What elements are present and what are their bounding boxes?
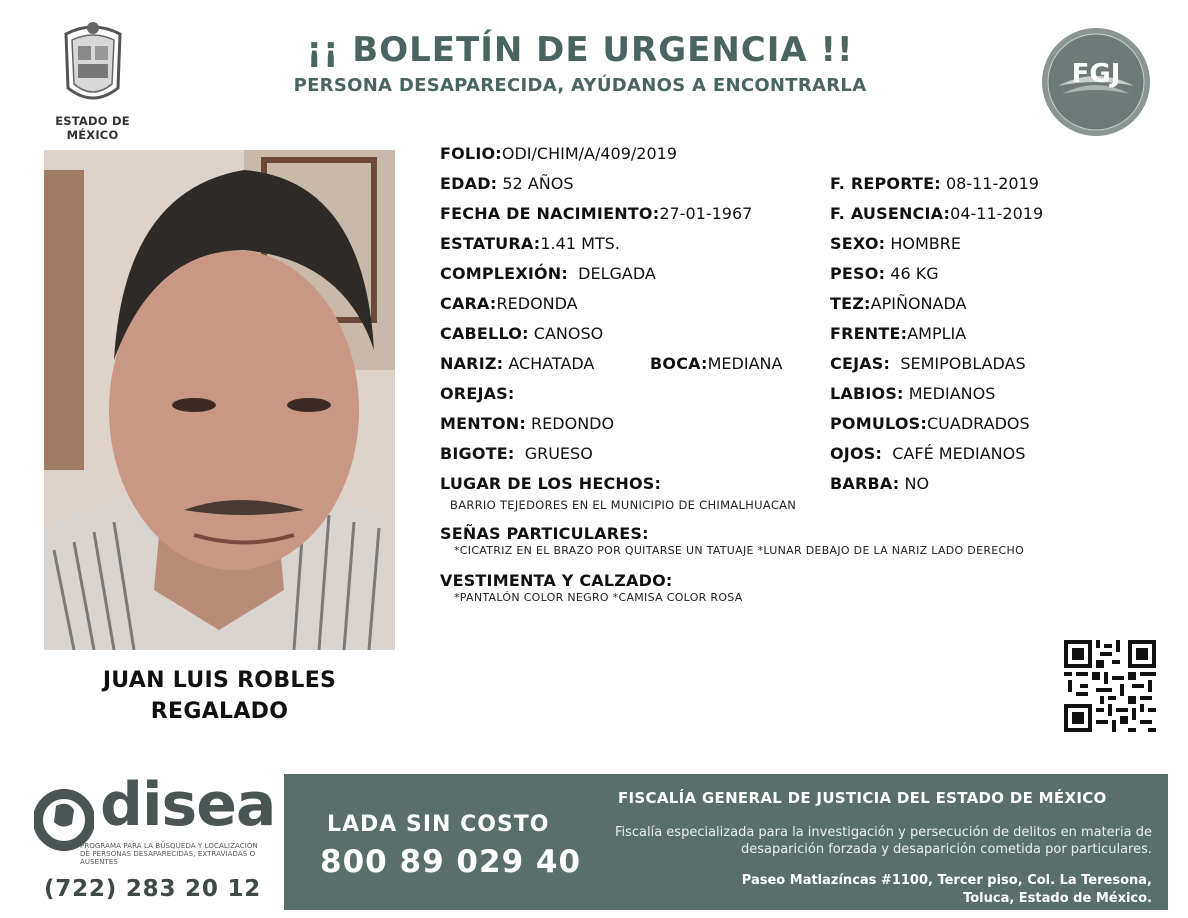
sexo-value: HOMBRE xyxy=(890,234,961,253)
tez-value: APIÑONADA xyxy=(870,294,967,313)
f-ausencia-label: F. AUSENCIA: xyxy=(830,204,951,223)
field-lugar-hechos xyxy=(440,474,661,493)
cejas-value: SEMIPOBLADAS xyxy=(900,354,1026,373)
field-vestimenta xyxy=(440,571,673,590)
field-peso xyxy=(830,264,939,283)
estado-de-mexico-label: ESTADO DE MÉXICO xyxy=(55,114,130,142)
field-boca xyxy=(650,354,782,373)
field-labios xyxy=(830,384,995,403)
field-sexo xyxy=(830,234,961,253)
field-complexion xyxy=(440,264,656,283)
cara-label: CARA: xyxy=(440,294,497,313)
toll-free-label: LADA SIN COSTO xyxy=(327,812,550,837)
frente-value: AMPLIA xyxy=(907,324,967,343)
peso-label: PESO: xyxy=(830,264,886,283)
person-name-line-1: JUAN LUIS ROBLES xyxy=(102,668,337,693)
field-estatura xyxy=(440,234,620,253)
field-tez xyxy=(830,294,966,313)
missing-person-name xyxy=(44,665,395,727)
field-pomulos xyxy=(830,414,1030,433)
field-cara xyxy=(440,294,578,313)
senas-particulares-value: *CICATRIZ EN EL BRAZO POR QUITARSE UN TATUAJE *LUNAR DEBAJO DE LA NARIZ LADO DERECHO xyxy=(454,544,1025,557)
page-title: ¡¡ BOLETÍN DE URGENCIA !! xyxy=(306,30,854,70)
field-menton xyxy=(440,414,614,433)
field-ojos xyxy=(830,444,1025,463)
tez-label: TEZ: xyxy=(830,294,871,313)
person-portrait-image xyxy=(44,150,395,650)
edad-value: 52 AÑOS xyxy=(502,174,574,193)
estado-de-mexico-logo xyxy=(30,20,155,142)
peso-value: 46 KG xyxy=(890,264,939,283)
cejas-label: CEJAS: xyxy=(830,354,891,373)
field-bigote xyxy=(440,444,593,463)
labios-label: LABIOS: xyxy=(830,384,904,403)
f-reporte-value: 08-11-2019 xyxy=(945,174,1039,193)
pomulos-label: POMULOS: xyxy=(830,414,927,433)
missing-person-photo xyxy=(44,150,395,650)
field-orejas xyxy=(440,384,515,403)
fiscalia-title: FISCALÍA GENERAL DE JUSTICIA DEL ESTADO DE MÉXICO xyxy=(618,789,1107,807)
f-reporte-label: F. REPORTE: xyxy=(830,174,941,193)
barba-label: BARBA: xyxy=(830,474,900,493)
menton-value: REDONDO xyxy=(531,414,615,433)
address-line-2: Toluca, Estado de México. xyxy=(963,891,1152,906)
vestimenta-value: *PANTALÓN COLOR NEGRO *CAMISA COLOR ROSA xyxy=(454,591,743,604)
complexion-value: DELGADA xyxy=(578,264,656,283)
person-name-line-2: REGALADO xyxy=(150,699,289,724)
field-f-ausencia xyxy=(830,204,1043,223)
qr-code[interactable] xyxy=(1064,640,1156,732)
barba-value: NO xyxy=(904,474,930,493)
senas-particulares-label: SEÑAS PARTICULARES: xyxy=(440,524,649,543)
page-subtitle: PERSONA DESAPARECIDA, AYÚDANOS A ENCONTRARLA xyxy=(293,75,867,96)
lugar-hechos-label: LUGAR DE LOS HECHOS: xyxy=(440,474,662,493)
cara-value: REDONDA xyxy=(496,294,578,313)
pomulos-value: CUADRADOS xyxy=(927,414,1030,433)
boca-value: MEDIANA xyxy=(707,354,783,373)
cabello-value: CANOSO xyxy=(533,324,604,343)
folio-value: ODI/CHIM/A/409/2019 xyxy=(501,144,678,163)
bigote-label: BIGOTE: xyxy=(440,444,515,463)
vestimenta-label: VESTIMENTA Y CALZADO: xyxy=(440,571,673,590)
local-phone-number[interactable]: (722) 283 20 12 xyxy=(44,876,262,902)
fiscalia-description: Fiscalía especializada para la investigación y persecución de delitos en materia de desaparición forzada y desaparición cometida por particulares. xyxy=(614,825,1152,857)
field-f-reporte xyxy=(830,174,1039,193)
field-folio xyxy=(440,144,677,163)
labios-value: MEDIANOS xyxy=(908,384,996,403)
orejas-label: OREJAS: xyxy=(440,384,515,403)
coat-of-arms-icon xyxy=(58,20,128,108)
fgj-seal-logo xyxy=(1040,26,1152,138)
estatura-value: 1.41 MTS. xyxy=(540,234,620,253)
toll-free-number[interactable]: 800 89 029 40 xyxy=(320,844,582,880)
fecha-nacimiento-label: FECHA DE NACIMIENTO: xyxy=(440,204,660,223)
menton-label: MENTON: xyxy=(440,414,526,433)
field-cabello xyxy=(440,324,603,343)
field-barba xyxy=(830,474,929,493)
bigote-value: GRUESO xyxy=(524,444,593,463)
folio-label: FOLIO: xyxy=(440,144,502,163)
boca-label: BOCA: xyxy=(650,354,708,373)
lugar-hechos-value: BARRIO TEJEDORES EN EL MUNICIPIO DE CHIMALHUACAN xyxy=(450,498,797,512)
nariz-value: ACHATADA xyxy=(508,354,595,373)
odisea-wordmark: disea xyxy=(100,770,276,840)
complexion-label: COMPLEXIÓN: xyxy=(440,264,568,283)
odisea-program-description: PROGRAMA PARA LA BÚSQUEDA Y LOCALIZACIÓN DE PERSONAS DESAPARECIDAS, EXTRAVIADAS O AUSENTES xyxy=(80,842,258,866)
f-ausencia-value: 04-11-2019 xyxy=(950,204,1044,223)
cabello-label: CABELLO: xyxy=(440,324,529,343)
field-cejas xyxy=(830,354,1026,373)
frente-label: FRENTE: xyxy=(830,324,908,343)
field-senas-particulares xyxy=(440,524,649,543)
odisea-logo xyxy=(34,770,276,874)
ojos-value: CAFÉ MEDIANOS xyxy=(892,444,1026,463)
estatura-label: ESTATURA: xyxy=(440,234,541,253)
ojos-label: OJOS: xyxy=(830,444,883,463)
sexo-label: SEXO: xyxy=(830,234,886,253)
field-frente xyxy=(830,324,966,343)
nariz-label: NARIZ: xyxy=(440,354,504,373)
address-line-1: Paseo Matlazíncas #1100, Tercer piso, Col. La Teresona, xyxy=(741,873,1152,888)
field-nariz xyxy=(440,354,594,373)
edad-label: EDAD: xyxy=(440,174,498,193)
fecha-nacimiento-value: 27-01-1967 xyxy=(659,204,753,223)
fiscalia-address xyxy=(600,872,1152,908)
field-fecha-nacimiento xyxy=(440,204,752,223)
fgj-logo-text: FGJ xyxy=(1071,59,1121,89)
field-edad xyxy=(440,174,573,193)
